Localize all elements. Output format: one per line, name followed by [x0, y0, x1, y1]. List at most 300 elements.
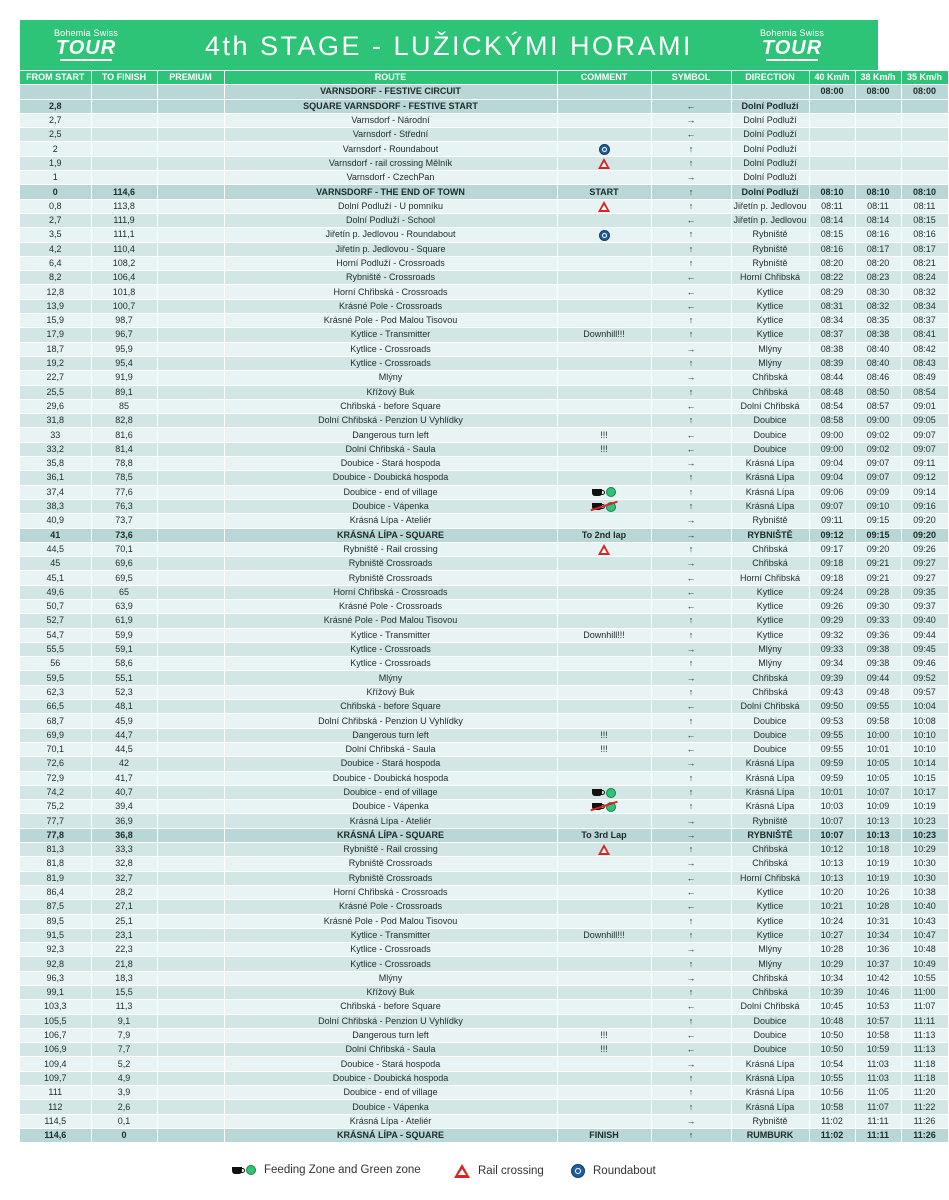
cell-symbol: ←: [651, 700, 731, 714]
cell-to-finish: 27,1: [91, 900, 157, 914]
cell-time-40: 09:53: [809, 714, 855, 728]
cell-time-35: 11:00: [901, 986, 948, 1000]
cell-direction: Dolní Podluží: [731, 113, 809, 127]
cell-direction: Dolní Chřibská: [731, 700, 809, 714]
cell-time-35: 09:01: [901, 399, 948, 413]
cell-time-40: 11:02: [809, 1128, 855, 1142]
cell-premium: [157, 885, 224, 899]
cell-premium: [157, 485, 224, 499]
cell-direction: Chřibská: [731, 542, 809, 556]
cell-time-40: 10:50: [809, 1028, 855, 1042]
cell-direction: Mlýny: [731, 342, 809, 356]
cell-symbol: →: [651, 757, 731, 771]
cell-route: Krásné Pole - Pod Malou Tisovou: [224, 314, 557, 328]
cell-to-finish: [91, 156, 157, 170]
cell-symbol: →: [651, 171, 731, 185]
cell-to-finish: 85: [91, 399, 157, 413]
cell-time-38: 10:09: [855, 800, 901, 814]
cell-time-38: 10:36: [855, 943, 901, 957]
cell-premium: [157, 85, 224, 99]
cell-symbol: →: [651, 113, 731, 127]
cell-to-finish: 106,4: [91, 271, 157, 285]
cell-direction: Mlýny: [731, 943, 809, 957]
cell-direction: Mlýny: [731, 657, 809, 671]
cell-to-finish: 15,5: [91, 986, 157, 1000]
cell-direction: Krásná Lípa: [731, 1057, 809, 1071]
cell-symbol: ↑: [651, 714, 731, 728]
cell-symbol: →: [651, 371, 731, 385]
table-row: [20, 542, 948, 556]
cell-from-start: 44,5: [20, 542, 91, 556]
cell-comment: [557, 714, 651, 728]
cell-premium: [157, 785, 224, 799]
cell-symbol: ←: [651, 285, 731, 299]
cell-time-38: [855, 142, 901, 156]
cell-from-start: 2: [20, 142, 91, 156]
cell-time-35: 08:17: [901, 242, 948, 256]
cell-comment: [557, 142, 651, 156]
cell-to-finish: [91, 128, 157, 142]
cell-time-38: 08:14: [855, 213, 901, 227]
cell-time-40: 10:27: [809, 928, 855, 942]
cell-premium: [157, 1114, 224, 1128]
cell-to-finish: 7,9: [91, 1028, 157, 1042]
cell-time-35: 08:11: [901, 199, 948, 213]
cell-route: Doubice - end of village: [224, 785, 557, 799]
cell-comment: [557, 385, 651, 399]
cell-time-40: 10:50: [809, 1043, 855, 1057]
col-header-40kmh: 40 Km/h: [809, 71, 855, 85]
cell-time-35: 10:47: [901, 928, 948, 942]
table-row: [20, 156, 948, 170]
cell-time-35: 11:13: [901, 1028, 948, 1042]
table-row: [20, 1057, 948, 1071]
cell-time-35: [901, 99, 948, 113]
cell-direction: Kytlice: [731, 599, 809, 613]
cell-comment: [557, 1000, 651, 1014]
cell-time-35: 11:26: [901, 1114, 948, 1128]
cell-time-40: 09:32: [809, 628, 855, 642]
cell-symbol: →: [651, 857, 731, 871]
cell-comment: !!!: [557, 428, 651, 442]
cell-direction: Dolní Podluží: [731, 156, 809, 170]
cell-from-start: 91,5: [20, 928, 91, 942]
cell-direction: [731, 85, 809, 99]
cell-time-40: 10:54: [809, 1057, 855, 1071]
cell-symbol: ↑: [651, 1100, 731, 1114]
cell-route: Kytlice - Crossroads: [224, 943, 557, 957]
cell-time-35: 08:43: [901, 356, 948, 370]
cell-symbol: ↑: [651, 685, 731, 699]
cell-time-38: 11:03: [855, 1057, 901, 1071]
cell-from-start: 25,5: [20, 385, 91, 399]
cell-to-finish: 44,7: [91, 728, 157, 742]
cell-time-35: [901, 128, 948, 142]
cell-time-38: 10:28: [855, 900, 901, 914]
cell-time-35: 09:20: [901, 528, 948, 542]
cell-from-start: 81,8: [20, 857, 91, 871]
cell-direction: Dolní Chřibská: [731, 1000, 809, 1014]
cell-time-38: 08:32: [855, 299, 901, 313]
cell-time-40: [809, 142, 855, 156]
cell-time-38: 08:40: [855, 356, 901, 370]
cell-to-finish: 28,2: [91, 885, 157, 899]
cell-premium: [157, 113, 224, 127]
cell-comment: To 3rd Lap: [557, 828, 651, 842]
cell-time-40: 10:12: [809, 843, 855, 857]
cell-symbol: →: [651, 342, 731, 356]
cell-to-finish: 45,9: [91, 714, 157, 728]
cell-symbol: ↑: [651, 385, 731, 399]
cell-time-38: [855, 171, 901, 185]
cell-comment: [557, 156, 651, 170]
table-row: [20, 385, 948, 399]
cell-premium: [157, 256, 224, 270]
cell-direction: Doubice: [731, 1043, 809, 1057]
table-row: [20, 1014, 948, 1028]
cell-route: Rybniště - Rail crossing: [224, 843, 557, 857]
cell-from-start: 68,7: [20, 714, 91, 728]
cell-to-finish: 33,3: [91, 843, 157, 857]
cell-to-finish: 111,9: [91, 213, 157, 227]
col-header-from-start: FROM START: [20, 71, 91, 85]
cell-comment: [557, 871, 651, 885]
cell-time-38: 09:02: [855, 442, 901, 456]
cell-premium: [157, 1000, 224, 1014]
table-row: [20, 414, 948, 428]
cell-time-40: 10:48: [809, 1014, 855, 1028]
cell-route: Horní Chřibská - Crossroads: [224, 885, 557, 899]
cell-from-start: 72,9: [20, 771, 91, 785]
cell-time-40: 10:55: [809, 1071, 855, 1085]
cell-time-35: 09:20: [901, 514, 948, 528]
cell-time-40: 09:04: [809, 457, 855, 471]
cell-symbol: ←: [651, 128, 731, 142]
cell-direction: Krásná Lípa: [731, 757, 809, 771]
cell-time-35: 11:18: [901, 1071, 948, 1085]
cell-symbol: ←: [651, 99, 731, 113]
table-row: [20, 85, 948, 99]
cell-time-38: 09:30: [855, 599, 901, 613]
cell-route: Dangerous turn left: [224, 1028, 557, 1042]
cell-route: Doubice - Vápenka: [224, 800, 557, 814]
cell-time-40: 10:03: [809, 800, 855, 814]
cell-from-start: 2,5: [20, 128, 91, 142]
cell-direction: Jiřetín p. Jedlovou: [731, 199, 809, 213]
cell-comment: [557, 957, 651, 971]
cell-premium: [157, 1086, 224, 1100]
cell-direction: Kytlice: [731, 585, 809, 599]
cell-symbol: ←: [651, 571, 731, 585]
table-row: [20, 256, 948, 270]
table-row: [20, 585, 948, 599]
cell-time-40: 08:00: [809, 85, 855, 99]
cell-direction: Doubice: [731, 428, 809, 442]
cell-time-40: 09:50: [809, 700, 855, 714]
cell-symbol: ↑: [651, 800, 731, 814]
cell-direction: Kytlice: [731, 914, 809, 928]
cell-time-38: 09:38: [855, 657, 901, 671]
cell-time-38: 10:26: [855, 885, 901, 899]
table-row: [20, 828, 948, 842]
cell-time-38: 09:36: [855, 628, 901, 642]
cell-to-finish: 73,7: [91, 514, 157, 528]
cell-symbol: →: [651, 943, 731, 957]
cell-time-40: 09:43: [809, 685, 855, 699]
table-row: [20, 728, 948, 742]
cell-from-start: 92,8: [20, 957, 91, 971]
cell-direction: Rybniště: [731, 228, 809, 242]
cell-time-38: 10:00: [855, 728, 901, 742]
table-row: [20, 471, 948, 485]
cell-from-start: 96,3: [20, 971, 91, 985]
cell-comment: [557, 1086, 651, 1100]
cell-route: Chřibská - before Square: [224, 399, 557, 413]
cell-symbol: ←: [651, 442, 731, 456]
cell-time-40: [809, 113, 855, 127]
cell-to-finish: 3,9: [91, 1086, 157, 1100]
cell-premium: [157, 986, 224, 1000]
cell-from-start: 12,8: [20, 285, 91, 299]
cell-from-start: 15,9: [20, 314, 91, 328]
cell-time-40: [809, 99, 855, 113]
cell-time-40: 08:37: [809, 328, 855, 342]
cell-symbol: ←: [651, 742, 731, 756]
cell-time-40: 08:38: [809, 342, 855, 356]
table-row: [20, 113, 948, 127]
cell-to-finish: 69,5: [91, 571, 157, 585]
table-row: [20, 614, 948, 628]
cell-symbol: ↑: [651, 414, 731, 428]
cell-time-40: 08:31: [809, 299, 855, 313]
cell-from-start: 56: [20, 657, 91, 671]
cell-direction: Chřibská: [731, 671, 809, 685]
cell-premium: [157, 557, 224, 571]
cell-route: Mlýny: [224, 371, 557, 385]
cell-symbol: ←: [651, 1028, 731, 1042]
cell-direction: Chřibská: [731, 385, 809, 399]
cell-time-35: 10:14: [901, 757, 948, 771]
cell-premium: [157, 742, 224, 756]
cell-time-38: [855, 113, 901, 127]
cell-time-38: 09:33: [855, 614, 901, 628]
cell-symbol: [651, 85, 731, 99]
cell-comment: [557, 1114, 651, 1128]
cell-premium: [157, 614, 224, 628]
cell-to-finish: 78,5: [91, 471, 157, 485]
table-row: [20, 1100, 948, 1114]
cell-comment: !!!: [557, 1043, 651, 1057]
cell-symbol: ↑: [651, 986, 731, 1000]
cell-comment: To 2nd lap: [557, 528, 651, 542]
cell-to-finish: 36,9: [91, 814, 157, 828]
table-row: [20, 843, 948, 857]
cell-symbol: →: [651, 1057, 731, 1071]
cell-time-38: 08:11: [855, 199, 901, 213]
cell-premium: [157, 943, 224, 957]
cell-time-35: 10:38: [901, 885, 948, 899]
cell-time-40: 10:39: [809, 986, 855, 1000]
cell-premium: [157, 271, 224, 285]
cell-premium: [157, 971, 224, 985]
cell-comment: !!!: [557, 742, 651, 756]
cell-route: Varnsdorf - Roundabout: [224, 142, 557, 156]
cell-comment: [557, 771, 651, 785]
cell-time-35: 10:08: [901, 714, 948, 728]
cell-direction: Kytlice: [731, 885, 809, 899]
table-row: [20, 914, 948, 928]
table-row: [20, 885, 948, 899]
cell-from-start: 8,2: [20, 271, 91, 285]
cell-time-38: 09:10: [855, 499, 901, 513]
cell-direction: Krásná Lípa: [731, 1071, 809, 1085]
cell-time-38: 09:55: [855, 700, 901, 714]
cell-time-35: 10:55: [901, 971, 948, 985]
cell-time-40: 08:54: [809, 399, 855, 413]
cell-time-38: 09:28: [855, 585, 901, 599]
cell-comment: [557, 1071, 651, 1085]
cell-time-35: 08:41: [901, 328, 948, 342]
cell-symbol: ↑: [651, 156, 731, 170]
cell-time-35: 11:13: [901, 1043, 948, 1057]
cell-time-40: 10:45: [809, 1000, 855, 1014]
col-header-premium: PREMIUM: [157, 71, 224, 85]
cell-to-finish: 59,9: [91, 628, 157, 642]
cell-time-35: 08:37: [901, 314, 948, 328]
cell-premium: [157, 514, 224, 528]
cell-time-38: 09:07: [855, 457, 901, 471]
cell-time-40: 10:58: [809, 1100, 855, 1114]
cell-from-start: 13,9: [20, 299, 91, 313]
cell-route: Kytlice - Crossroads: [224, 642, 557, 656]
cell-to-finish: 96,7: [91, 328, 157, 342]
cell-comment: !!!: [557, 728, 651, 742]
cell-comment: [557, 943, 651, 957]
cell-time-38: 10:53: [855, 1000, 901, 1014]
cell-from-start: 75,2: [20, 800, 91, 814]
table-row: [20, 342, 948, 356]
cell-time-38: 09:21: [855, 557, 901, 571]
cell-to-finish: 59,1: [91, 642, 157, 656]
cell-to-finish: 82,8: [91, 414, 157, 428]
cell-direction: Doubice: [731, 1028, 809, 1042]
cell-time-35: 10:30: [901, 857, 948, 871]
cell-time-40: 10:20: [809, 885, 855, 899]
rail-crossing-icon: [598, 544, 610, 555]
cell-premium: [157, 914, 224, 928]
cell-comment: [557, 228, 651, 242]
cell-from-start: 2,7: [20, 213, 91, 227]
cell-route: Varnsdorf - Národní: [224, 113, 557, 127]
cell-time-35: 09:40: [901, 614, 948, 628]
cell-symbol: ↑: [651, 628, 731, 642]
cell-route: Rybniště - Rail crossing: [224, 542, 557, 556]
cell-time-40: 08:58: [809, 414, 855, 428]
cell-from-start: 106,9: [20, 1043, 91, 1057]
cell-premium: [157, 843, 224, 857]
cell-time-35: 09:05: [901, 414, 948, 428]
cell-time-38: 11:07: [855, 1100, 901, 1114]
table-row: [20, 814, 948, 828]
cell-symbol: →: [651, 642, 731, 656]
cell-from-start: 55,5: [20, 642, 91, 656]
cell-symbol: ↑: [651, 843, 731, 857]
cell-from-start: 66,5: [20, 700, 91, 714]
cell-direction: Krásná Lípa: [731, 785, 809, 799]
cell-direction: Horní Chřibská: [731, 871, 809, 885]
cell-time-35: 09:35: [901, 585, 948, 599]
table-row: [20, 599, 948, 613]
cell-time-40: 11:02: [809, 1114, 855, 1128]
cell-to-finish: 111,1: [91, 228, 157, 242]
cell-time-35: 11:22: [901, 1100, 948, 1114]
cell-route: Rybniště Crossroads: [224, 857, 557, 871]
legend-rail: Rail crossing: [454, 1164, 544, 1178]
cell-premium: [157, 371, 224, 385]
cell-direction: Doubice: [731, 442, 809, 456]
cell-to-finish: 70,1: [91, 542, 157, 556]
table-row: [20, 499, 948, 513]
table-row: [20, 943, 948, 957]
cell-premium: [157, 700, 224, 714]
cell-to-finish: 32,8: [91, 857, 157, 871]
cell-from-start: 38,3: [20, 499, 91, 513]
cell-premium: [157, 385, 224, 399]
cell-direction: Krásná Lípa: [731, 771, 809, 785]
cell-from-start: 1: [20, 171, 91, 185]
cell-symbol: ↑: [651, 1128, 731, 1142]
cell-symbol: ↑: [651, 242, 731, 256]
cell-direction: Horní Chřibská: [731, 271, 809, 285]
cell-time-38: 09:15: [855, 528, 901, 542]
cell-time-38: 11:03: [855, 1071, 901, 1085]
cell-time-35: 09:37: [901, 599, 948, 613]
cell-route: Doubice - Stará hospoda: [224, 1057, 557, 1071]
cell-to-finish: 0: [91, 1128, 157, 1142]
cell-from-start: 45: [20, 557, 91, 571]
cell-symbol: ←: [651, 885, 731, 899]
cell-time-40: 09:17: [809, 542, 855, 556]
table-row: [20, 742, 948, 756]
green-zone-icon: [246, 1165, 256, 1175]
cell-premium: [157, 928, 224, 942]
cell-direction: Rybniště: [731, 256, 809, 270]
cell-direction: Chřibská: [731, 986, 809, 1000]
cell-route: Dangerous turn left: [224, 728, 557, 742]
cell-from-start: 112: [20, 1100, 91, 1114]
cell-route: Doubice - Doubická hospoda: [224, 1071, 557, 1085]
cell-from-start: 81,3: [20, 843, 91, 857]
cell-comment: FINISH: [557, 1128, 651, 1142]
cell-time-35: 10:10: [901, 742, 948, 756]
table-row: [20, 771, 948, 785]
cell-to-finish: 95,4: [91, 356, 157, 370]
cell-time-38: 10:13: [855, 828, 901, 842]
cell-route: Varnsdorf - rail crossing Mělník: [224, 156, 557, 170]
stage-header: [20, 20, 878, 70]
table-row: [20, 314, 948, 328]
cell-time-40: 08:14: [809, 213, 855, 227]
cell-route: SQUARE VARNSDORF - FESTIVE START: [224, 99, 557, 113]
cell-comment: [557, 843, 651, 857]
cell-to-finish: 98,7: [91, 314, 157, 328]
cell-comment: [557, 299, 651, 313]
table-row: [20, 371, 948, 385]
cell-comment: Downhill!!!: [557, 928, 651, 942]
cell-route: Krásná Lípa - Ateliér: [224, 1114, 557, 1128]
cell-time-35: 08:54: [901, 385, 948, 399]
table-row: [20, 657, 948, 671]
